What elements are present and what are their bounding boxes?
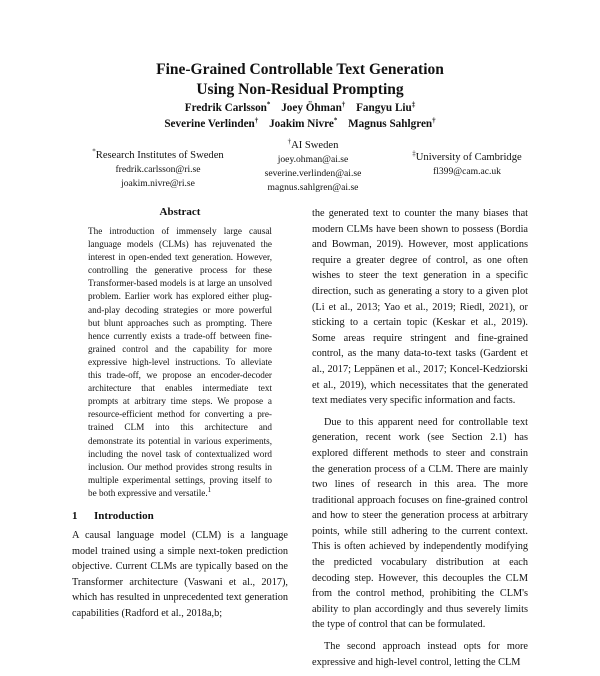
footnote-mark: 1 <box>207 485 212 494</box>
author: Severine Verlinden† <box>164 116 259 130</box>
author-row-2 <box>0 116 600 132</box>
author: Joakim Nivre* <box>269 116 338 130</box>
email: severine.verlinden@ai.se <box>264 168 362 179</box>
title-line-1: Fine-Grained Controllable Text Generation <box>156 61 444 78</box>
right-column <box>312 206 528 676</box>
email: magnus.sahlgren@ai.se <box>267 182 359 193</box>
abstract-text: The introduction of immensely large causal language models (CLMs) has rejuvenated the interest in open-ended text generation. However, controlling the generative process for these Transformer-based models is at large an unsolved problem. Earlier work has explored either plug-and-play decoding strategies or more powerful but blunt approaches such as prompting. There hence currently exists a trade-off between fine-grained control and the capability for more expressive high-level instructions. To alleviate this trade-off, we propose an encoder-decoder architecture that enables intermediate text prompts at arbitrary time steps. We propose a resource-efficient method for converting a pre-trained CLM into this architecture and demonstrate its potential in various experiments, including the novel task of contextualized word inclusion. Our method provides strong results in multiple experimental settings, proving itself to be both expressive and versatile.$^1$ <box>88 226 272 498</box>
affiliation-name: *Research Institutes of Sweden <box>92 147 224 161</box>
affiliation-name: ‡University of Cambridge <box>412 149 522 163</box>
affiliation-emails <box>58 163 258 191</box>
author: Magnus Sahlgren† <box>348 116 436 130</box>
body-paragraph: Due to this apparent need for controllable text generation, recent work (see Section 2.1) has explored different methods to steer and constrain the generation process of a CLM. There are mainly two lines of research in this area. The more traditional approach focuses on fine-grained control and how to steer the generation process at arbitrary points, while still adhering to the current context. This is often achieved by independently modifying the predicted vocabulary distribution at each decoding step. However, this decouples the CLM from the control method, prohibiting the CLM's ability to plan accordingly and thus severely limits the type of control that can be formulated. <box>312 416 528 631</box>
title-line-2: Using Non-Residual Prompting <box>196 81 404 98</box>
affiliation-emails <box>238 153 388 195</box>
section-heading-introduction: 1 Introduction <box>72 509 154 522</box>
affiliation-name: †AI Sweden <box>287 137 339 151</box>
intro-paragraph: A causal language model (CLM) is a language model trained using a simple next-token prediction objective. Current CLMs are typically based on the Transformer architecture (Vaswani et al., 2017), which has resulted in unprecedented text generation capabilities (Radford et al., 2018a,b; <box>72 529 288 619</box>
author: Fredrik Carlsson* <box>184 100 271 114</box>
affiliation-ai-sweden <box>238 138 388 195</box>
affiliation-cambridge <box>382 150 552 179</box>
email: joakim.nivre@ri.se <box>121 178 195 189</box>
author-row-1 <box>0 100 600 116</box>
body-paragraph: The second approach instead opts for more expressive and high-level control, letting the CLM <box>312 641 528 668</box>
author: Joey Öhman† <box>281 100 346 114</box>
email: joey.ohman@ai.se <box>277 154 349 165</box>
email: fredrik.carlsson@ri.se <box>115 164 201 175</box>
author: Fangyu Liu‡ <box>356 100 416 114</box>
body-paragraph: the generated text to counter the many biases that modern CLMs have been shown to possess (Bordia and Bowman, 2019). However, most applications require a greater degree of control, as one often wishes to steer the text generation in a specific direction, such as generating a story to a given plot (Li et al., 2013; Yao et al., 2019; Riedl, 2021), or sticking to a certain topic (Keskar et al., 2019). Some areas require stringent and fine-grained control, as the many data-to-text tasks (Gardent et al., 2017; Leppänen et al., 2017; Koncel-Kedziorski et al., 2019), which necessitates that the generated text mediates very specific information and facts. <box>312 208 528 407</box>
left-column <box>72 206 288 622</box>
paper-title <box>0 60 600 100</box>
author-list <box>0 100 600 132</box>
affiliation-rise <box>58 148 258 191</box>
abstract-heading: Abstract <box>159 206 201 218</box>
email: fl399@cam.ac.uk <box>433 166 501 177</box>
affiliation-emails <box>382 165 552 179</box>
